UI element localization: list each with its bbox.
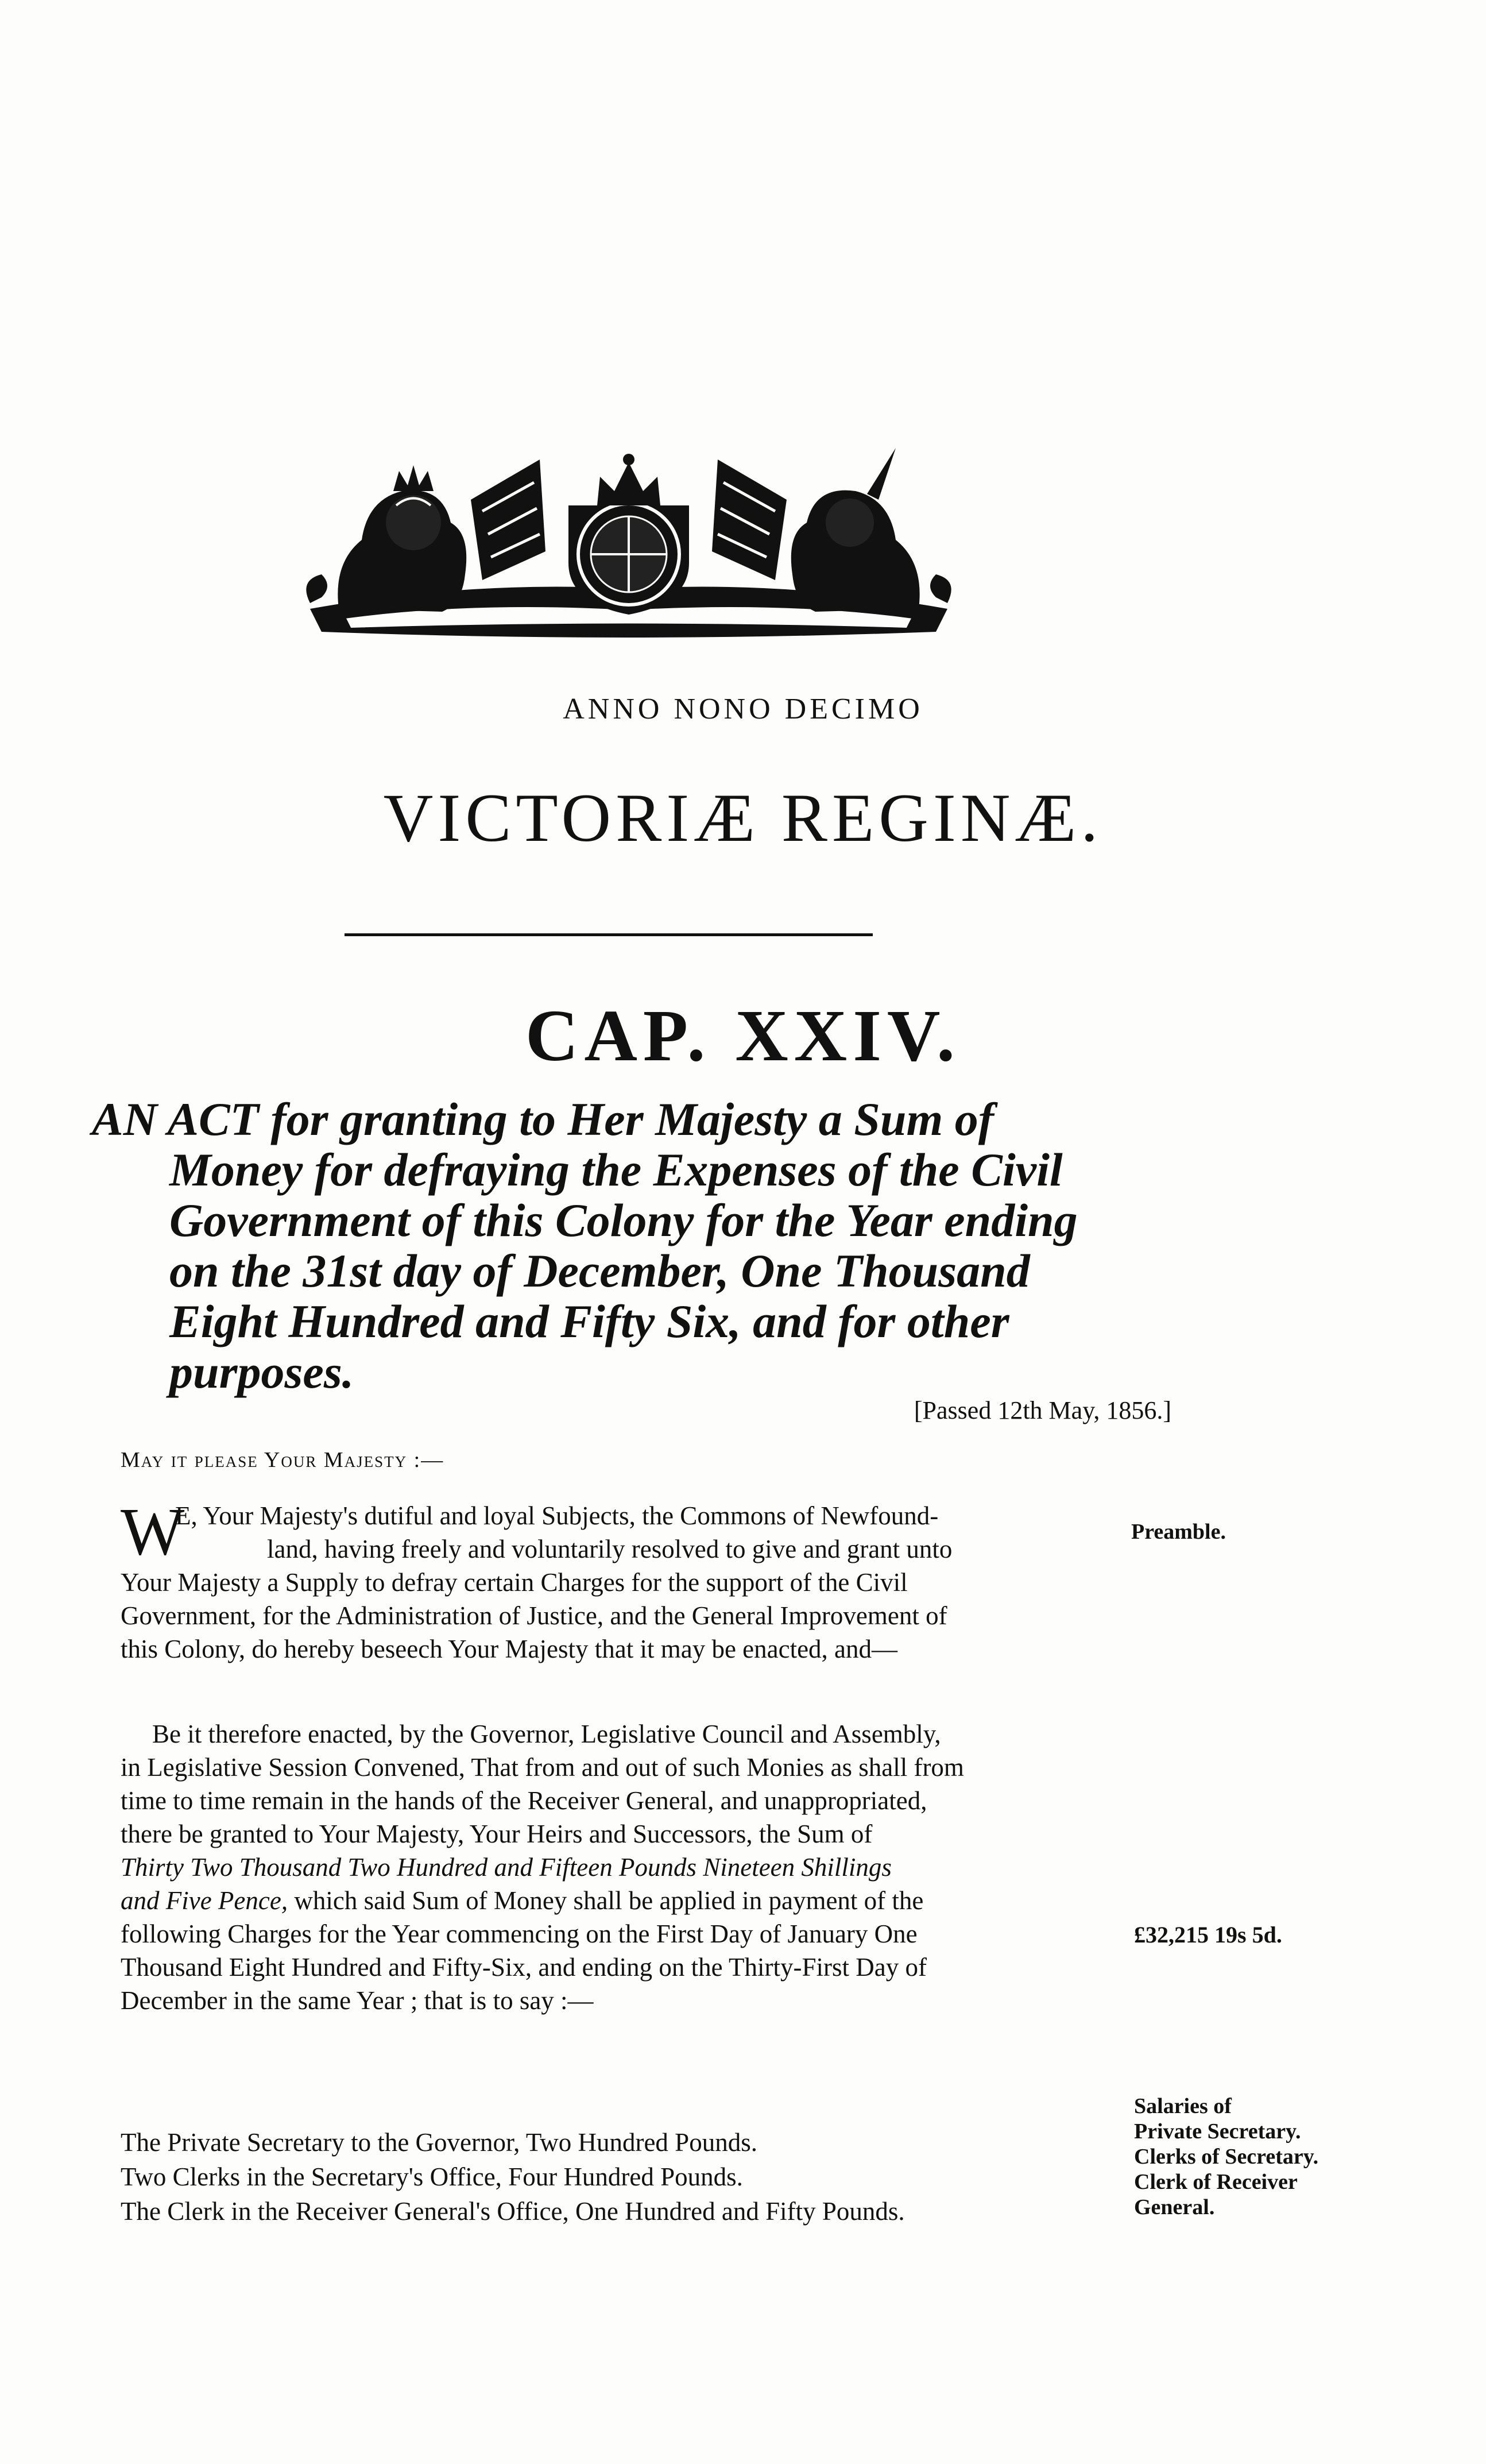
- margin-note-salaries: [1134, 2094, 1387, 2220]
- enactment-line: in Legislative Session Convened, That from and out of such Monies as shall from: [121, 1753, 964, 1782]
- enactment-line: Be it therefore enacted, by the Governor, Legislative Council and Assembly,: [152, 1720, 941, 1748]
- preamble-line: land, having freely and voluntarily resolved to give and grant unto: [267, 1535, 953, 1563]
- anno-heading: ANNO NONO DECIMO: [563, 693, 923, 725]
- salutation: May it please Your Majesty :—: [121, 1448, 444, 1472]
- enactment-paragraph: [121, 1717, 1125, 2017]
- heading-divider: [345, 933, 873, 936]
- enactment-line: there be granted to Your Majesty, Your Heirs and Successors, the Sum of: [121, 1820, 873, 1848]
- act-title-line: on the 31st day of December, One Thousand: [169, 1245, 1030, 1297]
- enactment-line: following Charges for the Year commencing on the First Day of January One: [121, 1920, 918, 1948]
- margin-note-line: Salaries of: [1134, 2094, 1232, 2118]
- preamble-line: this Colony, do hereby beseech Your Majesty that it may be enacted, and—: [121, 1635, 898, 1663]
- royal-coat-of-arms-icon: [299, 437, 959, 643]
- preamble-line: E, Your Majesty's dutiful and loyal Subjects, the Commons of Newfound-: [175, 1501, 939, 1530]
- act-title: [92, 1094, 1166, 1397]
- margin-note-line: General.: [1134, 2195, 1215, 2219]
- salary-item: The Private Secretary to the Governor, Two Hundred Pounds.: [121, 2128, 757, 2157]
- regnal-heading: VICTORIÆ REGINÆ.: [383, 779, 1103, 856]
- preamble-line: Your Majesty a Supply to defray certain Charges for the support of the Civil: [121, 1568, 908, 1597]
- enactment-line: Thousand Eight Hundred and Fifty-Six, and ending on the Thirty-First Day of: [121, 1953, 927, 1982]
- act-title-line: AN ACT for granting to Her Majesty a Sum of: [92, 1093, 994, 1145]
- margin-note-line: Clerk of Receiver: [1134, 2170, 1298, 2194]
- act-title-line: purposes.: [169, 1346, 354, 1398]
- salary-item: Two Clerks in the Secretary's Office, Four Hundred Pounds.: [121, 2162, 743, 2191]
- salary-items: [121, 2125, 1125, 2229]
- margin-note-line: Clerks of Secretary.: [1134, 2145, 1319, 2169]
- enactment-line: [121, 1851, 1125, 1884]
- margin-note-line: Private Secretary.: [1134, 2119, 1301, 2144]
- enactment-line: December in the same Year ; that is to say :—: [121, 1986, 594, 2015]
- enactment-line: [121, 1884, 1125, 1917]
- drop-cap: W: [121, 1494, 185, 1569]
- sum-in-words: Thirty Two Thousand Two Hundred and Fifteen Pounds Nineteen Shillings: [121, 1853, 892, 1882]
- act-title-line: Government of this Colony for the Year ending: [169, 1194, 1078, 1246]
- enactment-text: which said Sum of Money shall be applied in payment of the: [288, 1886, 924, 1915]
- sum-in-words: and Five Pence,: [121, 1886, 288, 1915]
- margin-note-preamble: Preamble.: [1131, 1520, 1226, 1544]
- act-title-line: Money for defraying the Expenses of the Civil: [169, 1144, 1063, 1196]
- chapter-heading: CAP. XXIV.: [525, 995, 961, 1076]
- margin-note-sum: £32,215 19s 5d.: [1134, 1922, 1282, 1948]
- enactment-line: time to time remain in the hands of the Receiver General, and unappropriated,: [121, 1786, 927, 1815]
- passed-date: [Passed 12th May, 1856.]: [914, 1396, 1171, 1424]
- act-title-line: Eight Hundred and Fifty Six, and for other: [169, 1295, 1009, 1347]
- salary-item: The Clerk in the Receiver General's Office, One Hundred and Fifty Pounds.: [121, 2197, 905, 2226]
- preamble-line: Government, for the Administration of Justice, and the General Improvement of: [121, 1601, 947, 1630]
- preamble-paragraph: [121, 1494, 1125, 1666]
